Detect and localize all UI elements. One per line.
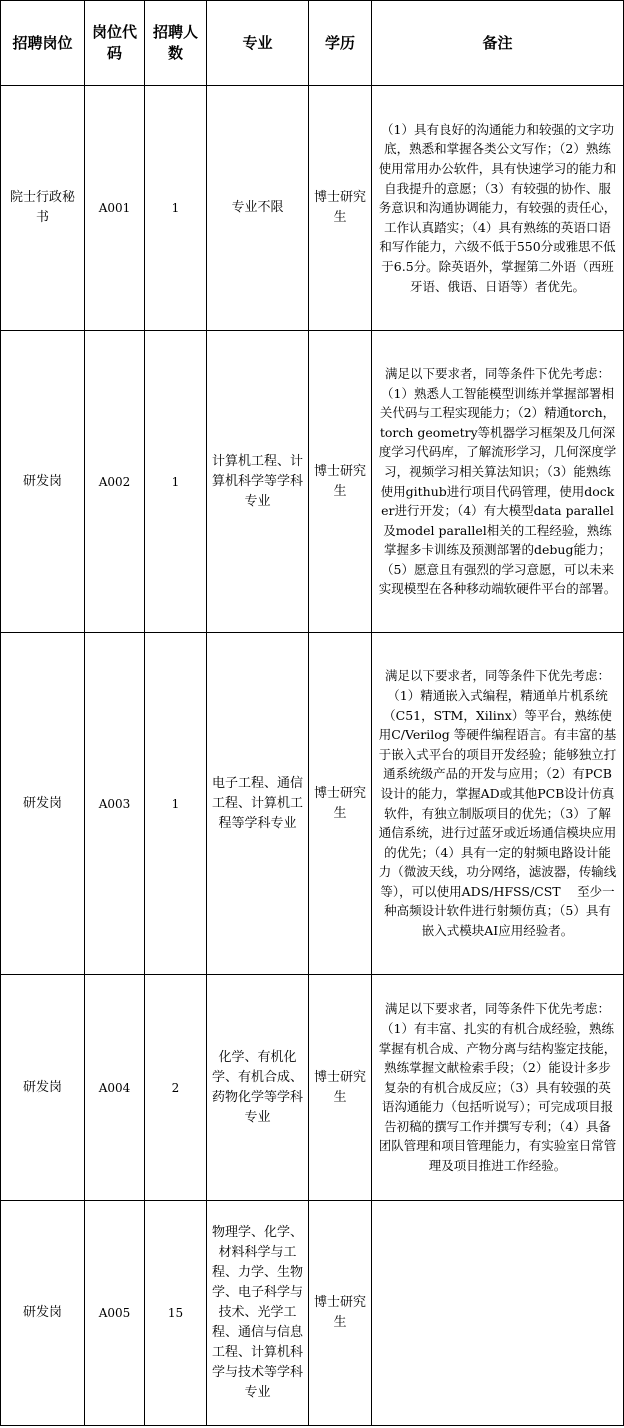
cell-count: 1 xyxy=(145,331,207,633)
cell-code: A005 xyxy=(85,1201,145,1426)
table-row xyxy=(1,1201,624,1426)
cell-position: 研发岗 xyxy=(1,1201,85,1426)
cell-note: 满足以下要求者，同等条件下优先考虑：（1）熟悉人工智能模型训练并掌握部署相关代码与工程实现能力；（2）精通torch，torch geometry等机器学习框架及几何深度学习代码库，了解流形学习，几何深度学习，视频学习相关算法知识；（3）能熟练使用github进行项目代码管理，使用docker进行开发；（4）有大模型data parallel及model parallel相关的工程经验，熟练掌握多卡训练及预测部署的debug能力；（5）愿意且有强烈的学习意愿，可以未来实现模型在各种移动端软硬件平台的部署。 xyxy=(372,331,624,633)
cell-code: A001 xyxy=(85,86,145,331)
header-education: 学历 xyxy=(309,1,372,86)
table-row xyxy=(1,975,624,1201)
cell-position: 研发岗 xyxy=(1,633,85,975)
cell-position: 院士行政秘书 xyxy=(1,86,85,331)
table-row xyxy=(1,633,624,975)
header-note: 备注 xyxy=(372,1,624,86)
cell-major: 计算机工程、计算机科学等学科专业 xyxy=(207,331,309,633)
cell-education: 博士研究生 xyxy=(309,86,372,331)
header-major: 专业 xyxy=(207,1,309,86)
cell-note: （1）具有良好的沟通能力和较强的文字功底，熟悉和掌握各类公文写作；（2）熟练使用常用办公软件，具有快速学习的能力和自我提升的意愿；（3）有较强的协作、服务意识和沟通协调能力，有较强的责任心，工作认真踏实；（4）具有熟练的英语口语和写作能力，六级不低于550分或雅思不低于6.5分。除英语外，掌握第二外语（西班牙语、俄语、日语等）者优先。 xyxy=(372,86,624,331)
cell-note xyxy=(372,1201,624,1426)
cell-code: A002 xyxy=(85,331,145,633)
cell-education: 博士研究生 xyxy=(309,1201,372,1426)
cell-education: 博士研究生 xyxy=(309,331,372,633)
cell-position: 研发岗 xyxy=(1,331,85,633)
cell-count: 15 xyxy=(145,1201,207,1426)
cell-education: 博士研究生 xyxy=(309,633,372,975)
header-code: 岗位代码 xyxy=(85,1,145,86)
cell-major: 专业不限 xyxy=(207,86,309,331)
table-row xyxy=(1,86,624,331)
table-row xyxy=(1,331,624,633)
cell-count: 1 xyxy=(145,86,207,331)
cell-major: 物理学、化学、材料科学与工程、力学、生物学、电子科学与技术、光学工程、通信与信息工程、计算机科学与技术等学科专业 xyxy=(207,1201,309,1426)
cell-major: 电子工程、通信工程、计算机工程等学科专业 xyxy=(207,633,309,975)
cell-count: 2 xyxy=(145,975,207,1201)
cell-education: 博士研究生 xyxy=(309,975,372,1201)
cell-count: 1 xyxy=(145,633,207,975)
cell-note: 满足以下要求者，同等条件下优先考虑：（1）有丰富、扎实的有机合成经验，熟练掌握有机合成、产物分离与结构鉴定技能，熟练掌握文献检索手段；（2）能设计多步复杂的有机合成反应；（3）具有较强的英语沟通能力（包括听说写）；可完成项目报告初稿的撰写工作并撰写专利；（4）具备团队管理和项目管理能力，有实验室日常管理及项目推进工作经验。 xyxy=(372,975,624,1201)
cell-code: A003 xyxy=(85,633,145,975)
cell-major: 化学、有机化学、有机合成、药物化学等学科专业 xyxy=(207,975,309,1201)
cell-position: 研发岗 xyxy=(1,975,85,1201)
header-row xyxy=(1,1,624,86)
header-position: 招聘岗位 xyxy=(1,1,85,86)
cell-code: A004 xyxy=(85,975,145,1201)
cell-note: 满足以下要求者，同等条件下优先考虑：（1）精通嵌入式编程，精通单片机系统（C51，STM，Xilinx）等平台，熟练使用C/Verilog 等硬件编程语言。有丰富的基于嵌入式平台的项目开发经验；能够独立打通系统级产品的开发与应用；（2）有PCB设计的能力，掌握AD或其他PCB设计仿真软件，有独立制版项目的优先；（3）了解通信系统，进行过蓝牙或近场通信模块应用的优先；（4）具有一定的射频电路设计能力（微波天线，功分网络，滤波器，传输线等），可以使用ADS/HFSS/CST 至少一种高频设计软件进行射频仿真；（5）具有嵌入式模块AI应用经验者。 xyxy=(372,633,624,975)
header-count: 招聘人数 xyxy=(145,1,207,86)
